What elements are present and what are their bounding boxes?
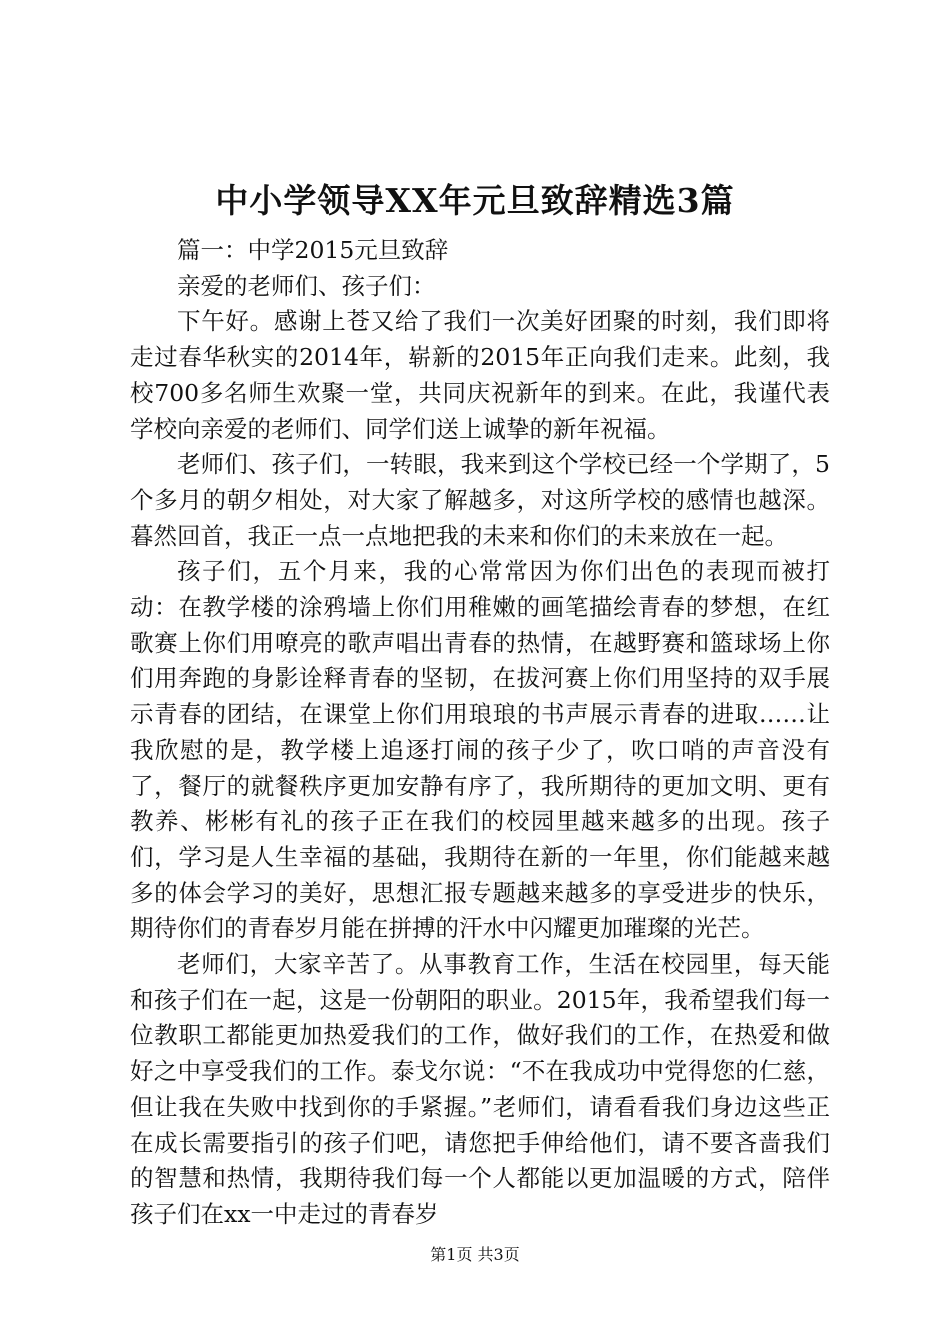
body-paragraph: 孩子们，五个月来，我的心常常因为你们出色的表现而被打动：在教学楼的涂鸦墙上你们用稚嫩的画笔描绘青春的梦想，在红歌赛上你们用嘹亮的歌声唱出青春的热情，在越野赛和篮球场上你们用奔跑的身影诠释青春的坚韧，在拔河赛上你们用坚持的双手展示青春的团结，在课堂上你们用琅琅的书声展示青春的进取……让我欣慰的是，教学楼上追逐打闹的孩子少了，吹口哨的声音没有了，餐厅的就餐秩序更加安静有序了，我所期待的更加文明、更有教养、彬彬有礼的孩子正在我们的校园里越来越多的出现。孩子们，学习是人生幸福的基础，我期待在新的一年里，你们能越来越多的体会学习的美好，思想汇报专题越来越多的享受进步的快乐，期待你们的青春岁月能在拼搏的汗水中闪耀更加璀璨的光芒。 bbox=[130, 557, 830, 943]
document-body bbox=[130, 233, 830, 1233]
body-paragraph: 老师们，大家辛苦了。从事教育工作，生活在校园里，每天能和孩子们在一起，这是一份朝阳的职业。2015年，我希望我们每一位教职工都能更加热爱我们的工作，做好我们的工作，在热爱和做好之中享受我们的工作。泰戈尔说：“不在我成功中党得您的仁慈，但让我在失败中找到你的手紧握。”老师们，请看看我们身边这些正在成长需要指引的孩子们吧，请您把手伸给他们，请不要吝啬我们的智慧和热情，我期待我们每一个人都能以更加温暖的方式，陪伴孩子们在xx一中走过的青春岁 bbox=[130, 950, 830, 1228]
body-paragraph: 老师们、孩子们，一转眼，我来到这个学校已经一个学期了，5个多月的朝夕相处，对大家了解越多，对这所学校的感情也越深。暮然回首，我正一点一点地把我的未来和你们的未来放在一起。 bbox=[130, 450, 830, 550]
section-heading: 篇一：中学2015元旦致辞 bbox=[177, 236, 449, 264]
body-paragraph: 下午好。感谢上苍又给了我们一次美好团聚的时刻，我们即将走过春华秋实的2014年，崭新的2015年正向我们走来。此刻，我校700多名师生欢聚一堂，共同庆祝新年的到来。在此，我谨代表学校向亲爱的老师们、同学们送上诚挚的新年祝福。 bbox=[130, 307, 830, 443]
page-number-footer: 第1页 共3页 bbox=[430, 1245, 520, 1264]
salutation: 亲爱的老师们、孩子们： bbox=[177, 271, 436, 300]
document-title: 中小学领导XX年元旦致辞精选3篇 bbox=[215, 181, 735, 220]
